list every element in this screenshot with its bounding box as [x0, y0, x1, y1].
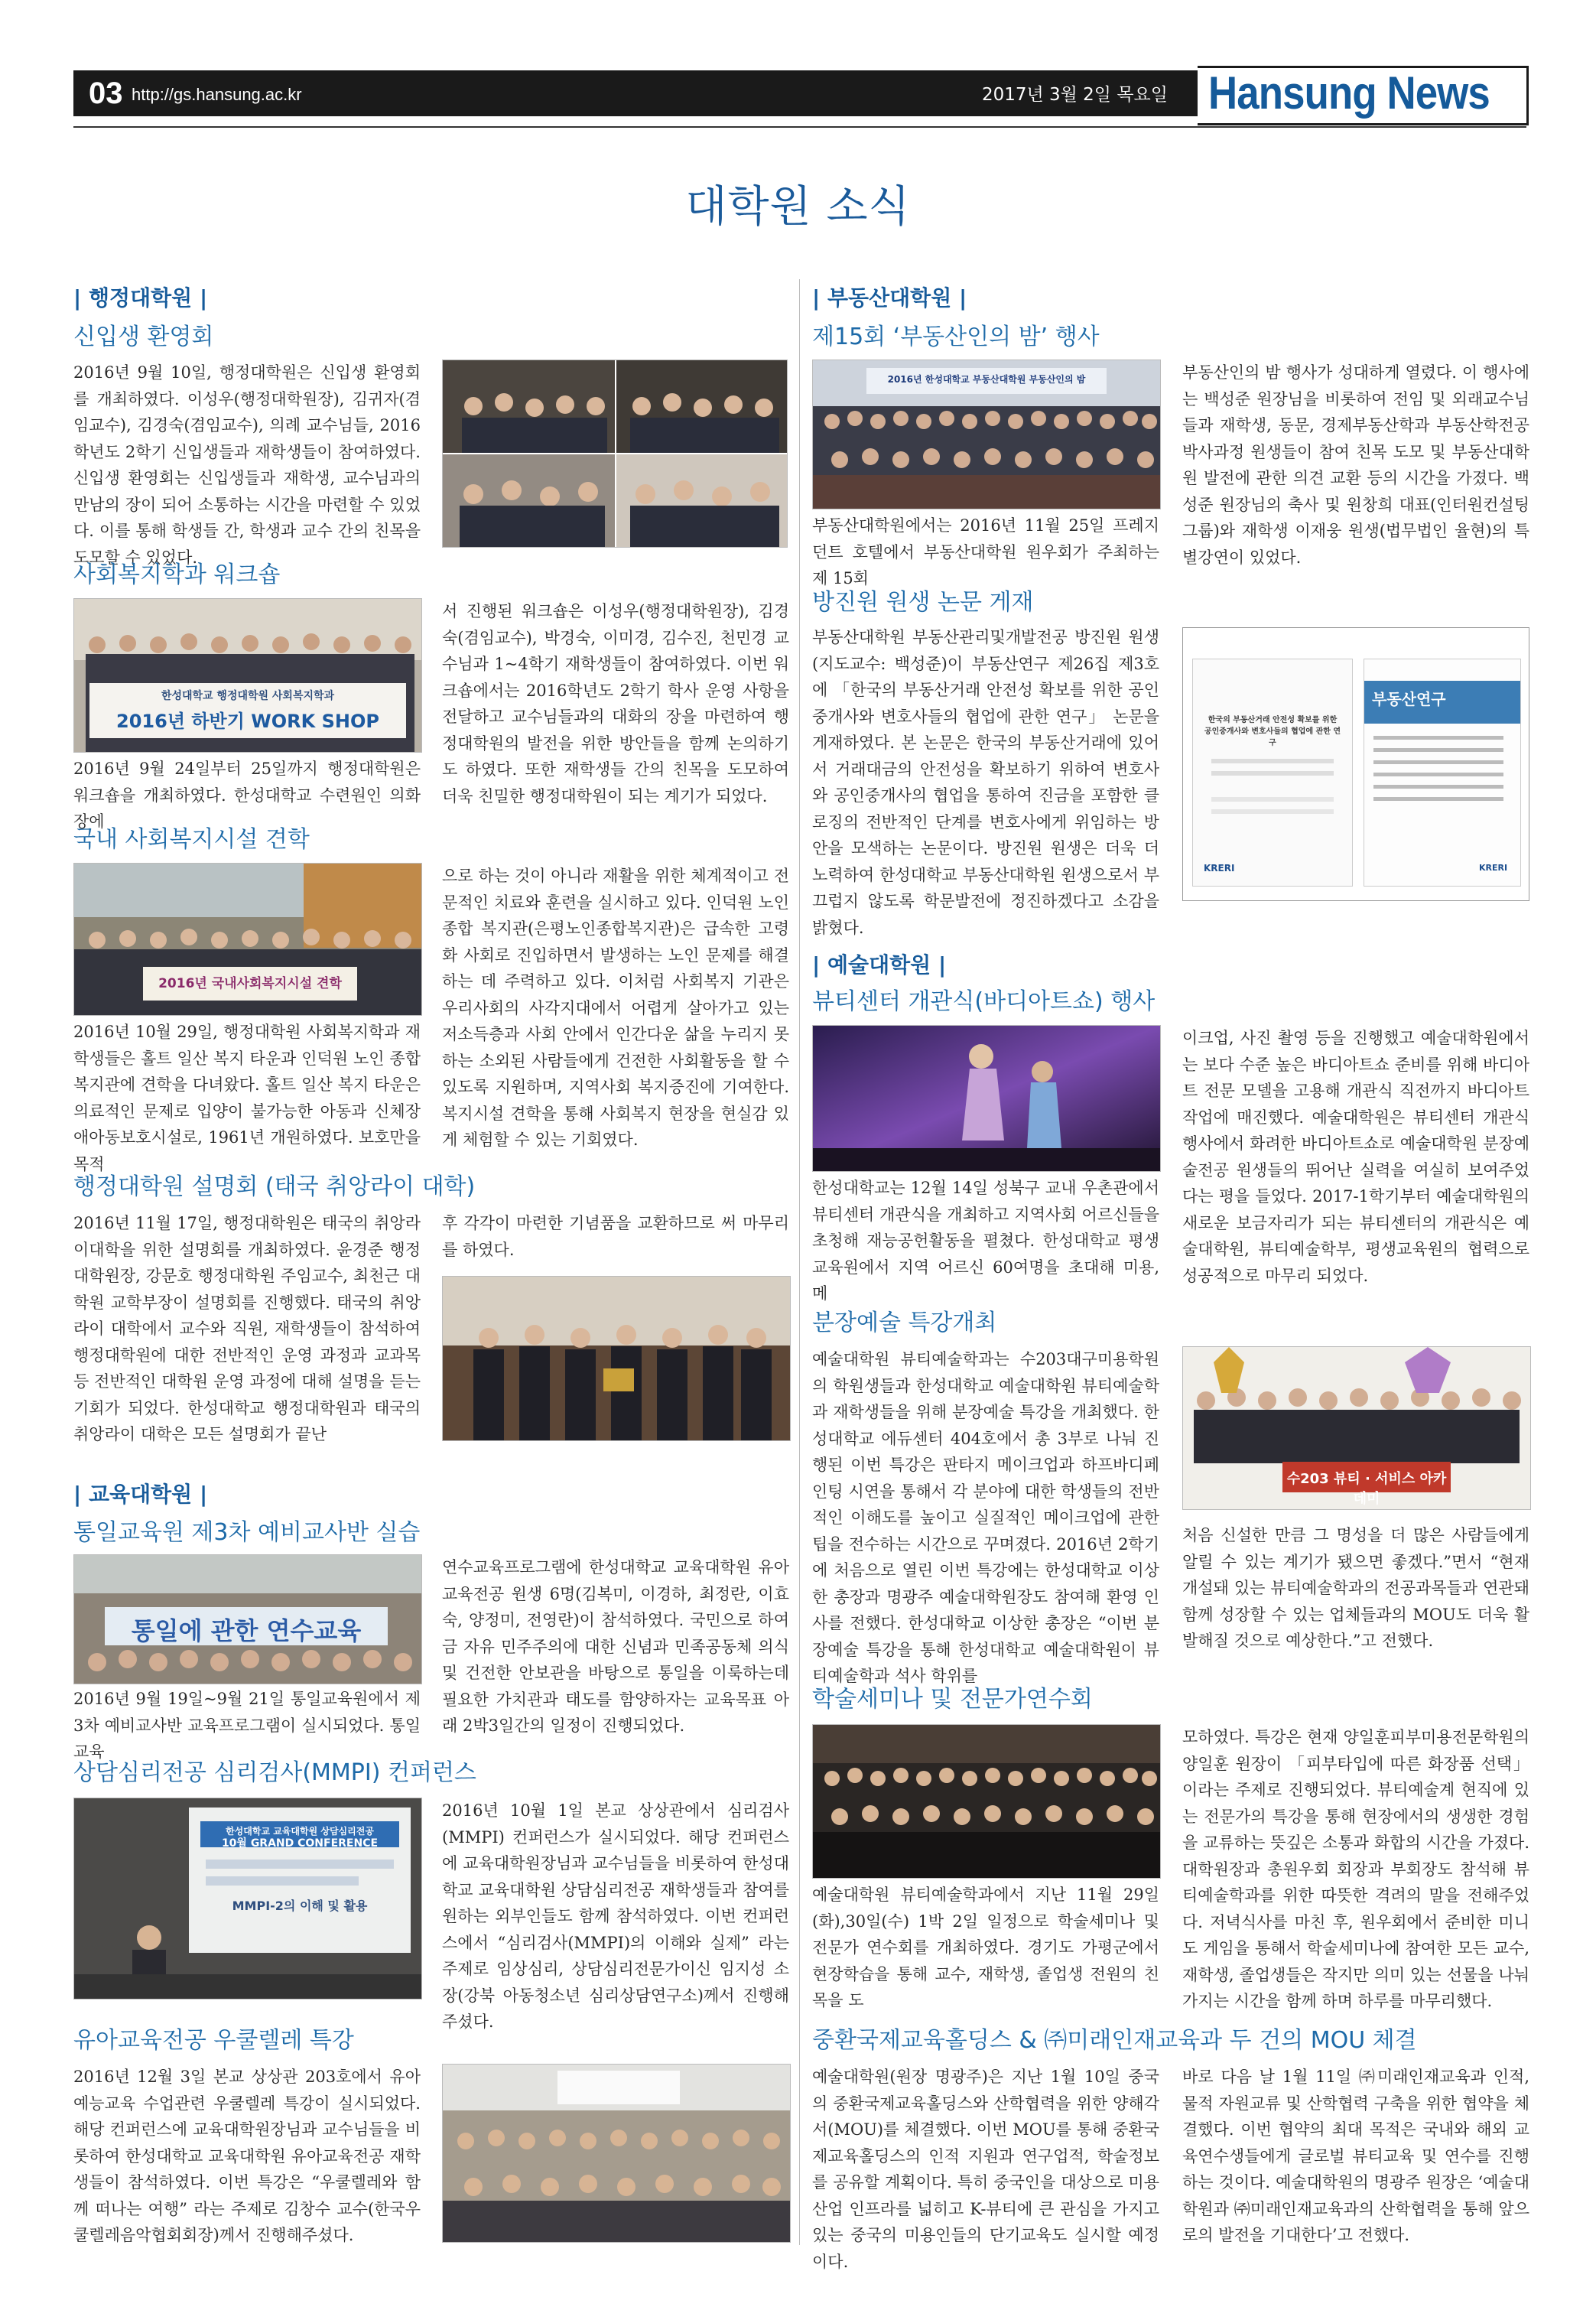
article-title: 상담심리전공 심리검사(MMPI) 컨퍼런스: [73, 1759, 476, 1786]
brand-logo: Hansung News: [1208, 67, 1490, 119]
article-body: 이크업, 사진 촬영 등을 진행했고 예술대학원에서는 보다 수준 높은 바디아트쇼 준비를 위해 바디아트 전문 모델을 고용해 개관식 직전까지 바디아트 작업에 매진했다. 예술대학원은 뷰티센터 개관식 행사에서 화려한 바디아트쇼로 예술대학원 분장예술전공 원생들의 뛰어난 실력을 여실히 보여주었다는 평을 들었다. 2017-1학기부터 예술대학원의 새로운 보금자리가 되는 뷰티센터의 개관식은 예술대학원, 뷰티예술학부, 평생교육원의 협력으로 성공적으로 마무리 되었다.: [1182, 1029, 1529, 1285]
slide-caption: MMPI-2의 이해 및 활용: [232, 1899, 368, 1913]
banner-caption: 통일에 관한 연수교육: [131, 1616, 362, 1645]
journal-title: 부동산연구: [1372, 690, 1446, 708]
text-line: [1211, 759, 1334, 763]
section-header-real-estate: | 부동산대학원 |: [812, 285, 967, 311]
column-divider: [799, 279, 800, 2245]
article-body: 2016년 11월 17일, 행정대학원은 태국의 취앙라이대학을 위한 설명회를 개최하였다. 윤경준 행정대학원장, 강문호 행정대학원 주임교수, 최천근 대학원 교학부장이 설명회를 진행했다. 태국의 취앙라이 대학에서 교수와 직원, 재학생들이 참석하여 행정대학원에 대한 전반적인 운영 과정과 교과목 등 전반적인 대학원 운영 과정에 대해 설명을 듣는 기회가 되었다. 한성대학교 행정대학원과 태국의 취앙라이 대학은 모든 설명회가 끝난: [73, 1214, 421, 1443]
paper-first-page: [1192, 659, 1353, 887]
article-body: 2016년 9월 19일~9월 21일 통일교육원에서 제3차 예비교사반 교육프로그램이 실시되었다. 통일교육: [73, 1690, 421, 1761]
text-line: [1373, 785, 1503, 789]
article-title: 뷰티센터 개관식(바디아트쇼) 행사: [812, 988, 1156, 1015]
article-body: 바로 다음 날 1월 11일 ㈜미래인재교육과 인적, 물적 자원교류 및 산학협력 구축을 위한 협약을 체결했다. 이번 협약의 최대 목적은 국내와 해외 교육연수생들에게 글로벌 뷰티교육 및 연수를 진행하는 것이다. 예술대학원의 명광주 원장은 ‘예술대학원과 ㈜미래인재교육과의 산학협력을 통해 앞으로의 발전을 기대한다’고 전했다.: [1182, 2068, 1529, 2244]
article-body: 으로 하는 것이 아니라 재활을 위한 체계적이고 전문적인 치료와 훈련을 실시하고 있다. 인덕원 노인종합 복지관(은평노인종합복지관)은 급속한 고령화 사회로 진입하면서 발생하는 노인 문제를 해결하는 데 주력하고 있다. 이처럼 사회복지 기관은 우리사회의 사각지대에서 어렵게 살아가고 있는 저소득층과 사회 안에서 인간다운 삶을 누리지 못하는 소외된 사람들에게 건전한 사회활동을 할 수 있도록 지원하며, 지역사회 복지증진에 기여한다. 복지시설 견학을 통해 사회복지 현장을 현실감 있게 체험할 수 있는 기회였다.: [442, 867, 789, 1149]
journal-cover: [1364, 659, 1521, 887]
article-body: 2016년 9월 10일, 행정대학원은 신입생 환영회를 개최하였다. 이성우(행정대학원장), 김귀자(겸임교수), 김경숙(겸임교수), 의례 교수님들, 2016학년도 2학기 신입생들과 재학생들이 참여하였다. 신입생 환영회는 신입생들과 재학생, 교수님과의 만남의 장이 되어 소통하는 시간을 마련할 수 있었다. 이를 통해 학생들 간, 학생과 교수 간의 친목을 도모할 수 있었다.: [73, 363, 421, 567]
photo-workshop: [73, 598, 422, 753]
text-line: [1211, 809, 1334, 814]
article-body: 예술대학원 뷰티예술학과는 수203대구미용학원의 학원생들과 한성대학교 예술대학원 뷰티예술학과 재학생들을 위해 분장예술 특강을 개최했다. 한성대학교 에듀센터 404호에서 총 3부로 나눠 진행된 이번 특강은 판타지 메이크업과 하프바디페인팅 시연을 통해서 각 분야에 대한 학생들의 전반적인 이해도를 높이고 실질적인 메이크업에 관한 팁을 전수하는 시간으로 꾸며졌다. 2016년 2학기에 처음으로 열린 이번 특강에는 한성대학교 이상한 총장과 명광주 예술대학원장도 참여해 환영 인사를 전했다. 한성대학교 이상한 총장은 “이번 분장예술 특강을 통해 한성대학교 예술대학원이 뷰티예술학과 석사 학위를: [812, 1350, 1159, 1685]
text-line: [1373, 773, 1503, 776]
text-line: [1373, 760, 1503, 764]
photo-real-estate-night: [812, 360, 1161, 509]
photo-welcome-party: [442, 360, 788, 548]
photo-ukulele-class: [442, 2064, 791, 2243]
article-title: 학술세미나 및 전문가연수회: [812, 1686, 1093, 1713]
photo-unification-training: [73, 1554, 422, 1684]
article-title: 중환국제교육홀딩스 & ㈜미래인재교육과 두 건의 MOU 체결: [812, 2027, 1417, 2054]
section-header-education: | 교육대학원 |: [73, 1482, 208, 1507]
article-title: 통일교육원 제3차 예비교사반 실습: [73, 1519, 421, 1546]
article-title: 행정대학원 설명회 (태국 취앙라이 대학): [73, 1173, 476, 1200]
text-line: [1373, 736, 1503, 740]
article-body: 예술대학원(원장 명광주)은 지난 1월 10일 중국의 중환국제교육홀딩스와 산학협력을 위한 양해각서(MOU)를 체결했다. 이번 MOU를 통해 중환국제교육홀딩스의 인적 지원과 연구업적, 학술정보를 공유할 계획이다. 특히 중국인을 대상으로 미용 산업 인프라를 넓히고 K-뷰티에 큰 관심을 가지고 있는 중국의 미용인들의 단기교육도 실시할 예정이다.: [812, 2068, 1159, 2271]
article-title: 유아교육전공 우쿨렐레 특강: [73, 2027, 354, 2054]
article-body: 부동산인의 밤 행사가 성대하게 열렸다. 이 행사에는 백성준 원장님을 비롯하여 전임 및 외래교수님들과 재학생, 동문, 경제부동산학과 부동산학전공 박사과정 원생들이 참여 친목 도모 및 부동산대학원 발전에 관한 의견 교환 등의 시간을 가졌다. 백성준 원장님의 축사 및 원창희 대표(인터원컨설팅 그룹)와 재학생 이재웅 원생(법무법인 율현)의 특별강연이 있었다.: [1182, 363, 1529, 567]
section-header-public-admin: | 행정대학원 |: [73, 285, 208, 311]
page-number: 03: [89, 76, 123, 110]
banner-caption: 한성대학교 행정대학원 사회복지학과: [161, 690, 335, 702]
text-line: [1373, 748, 1503, 752]
article-body: 2016년 10월 1일 본교 상상관에서 심리검사(MMPI) 컨퍼런스가 실시되었다. 해당 컨퍼런스에 교육대학원장님과 교수님들을 비롯하여 한성대학교 교육대학원 상담심리전공 재학생들과 참여를 원하는 외부인들도 함께 참석하였다. 이번 컨퍼런스에서 “심리검사(MMPI)의 이해와 실제” 라는 주제로 임상심리, 상담심리전문가이신 임지성 소장(강북 아동청소년 심리상담연구소)께서 진행해주셨다.: [442, 1801, 789, 2031]
photo-welfare-visit: [73, 863, 422, 1016]
banner-caption: 2016년 하반기 WORK SHOP: [116, 711, 379, 732]
article-body: 연수교육프로그램에 한성대학교 교육대학원 유아교육전공 원생 6명(김복미, 이경하, 최정란, 이효숙, 양정미, 전영란)이 참석하였다. 국민으로 하여금 자유 민주주의에 대한 신념과 민족공동체 의식 및 건전한 안보관을 바탕으로 통일을 이룩하는데 필요한 가치관과 태도를 함양하자는 교육목표 아래 2박3일간의 일정이 진행되었다.: [442, 1558, 789, 1735]
photo-thailand-briefing: [442, 1276, 791, 1441]
banner-caption: 수203 뷰티 · 서비스 아카데미: [1286, 1471, 1447, 1507]
photo-makeup-lecture: [1182, 1346, 1531, 1510]
article-body: 예술대학원 뷰티예술학과에서 지난 11월 29일(화),30일(수) 1박 2일 일정으로 학술세미나 및 전문가 연수회를 개최하였다. 경기도 가평군에서 현장학습을 통해 교수, 재학생, 졸업생 전원의 친목을 도: [812, 1886, 1159, 2009]
article-body: 2016년 10월 29일, 행정대학원 사회복지학과 재학생들은 홀트 일산 복지 타운과 인덕원 노인 종합 복지관에 견학을 다녀왔다. 홀트 일산 복지 타운은 의료적인 문제로 입양이 불가능한 아동과 신체장애아동보호시설로, 1961년 개원하였다. 보호만을 목적: [73, 1023, 421, 1173]
article-body: 모하였다. 특강은 현재 양일훈피부미용전문학원의 양일훈 원장이 「피부타입에 따른 화장품 선택」이라는 주제로 진행되었다. 뷰티예술계 현직에 있는 전문가의 특강을 통해 현장에서의 생생한 경험을 교류하는 뜻깊은 소통과 화합의 시간을 가졌다. 대학원장과 총원우회 회장과 부회장도 참석해 뷰티예술학과를 위한 따뜻한 격려의 말을 전해주었다. 저녁식사를 마친 후, 원우회에서 준비한 미니도 게임을 통해서 학술세미나에 참여한 모든 교수, 재학생, 졸업생들은 작지만 의미 있는 선물을 나눠가지는 시간을 함께 하며 하루를 마무리했다.: [1182, 1728, 1529, 2010]
article-title: 제15회 ‘부동산인의 밤’ 행사: [812, 324, 1100, 350]
article-body: 서 진행된 워크숍은 이성우(행정대학원장), 김경숙(겸임교수), 박경숙, 이미경, 김수진, 천민경 교수님과 1~4학기 재학생들이 참여하였다. 이번 워크숍에서는 2016학년도 2학기 학사 운영 사항을 전달하고 교수님들과의 대화의 장을 마련하여 행정대학원의 발전을 위한 방안들을 함께 논의하기도 하였다. 또한 재학생들 간의 친목을 도모하여 더욱 친밀한 행정대학원이 되는 계기가 되었다.: [442, 602, 789, 805]
article-body: 2016년 9월 24일부터 25일까지 행정대학원은 워크숍을 개최하였다. 한성대학교 수련원인 의화장에: [73, 760, 421, 831]
article-body: 후 각각이 마련한 기념품을 교환하므로 써 마무리를 하였다.: [442, 1214, 789, 1259]
banner-caption: 2016년 국내사회복지시설 견학: [158, 976, 342, 991]
site-url[interactable]: http://gs.hansung.ac.kr: [132, 85, 302, 104]
page-title: 대학원 소식: [685, 182, 911, 232]
text-line: [1211, 797, 1334, 802]
article-body: 부동산대학원에서는 2016년 11월 25일 프레지던트 호텔에서 부동산대학원 원우회가 주최하는 제 15회: [812, 516, 1159, 587]
article-body: 2016년 12월 3일 본교 상상관 203호에서 유아예능교육 수업관련 우쿨렐레 특강이 실시되었다. 해당 컨퍼런스에 교육대학원장님과 교수님들을 비롯하여 한성대학교 교육대학원 유아교육전공 재학생들이 참석하였다. 이번 특강은 “우쿨렐레와 함께 떠나는 여행” 라는 주제로 김창수 교수(한국우쿨렐레음악협회회장)께서 진행해주셨다.: [73, 2068, 421, 2244]
text-line: [1211, 771, 1334, 776]
paper-title: 한국의 부동산거래 안전성 확보를 위한 공인중개사와 변호사들의 협업에 관한 연구: [1204, 716, 1341, 747]
photo-body-art-show: [812, 1025, 1161, 1172]
photo-seminar-group: [812, 1724, 1161, 1879]
article-title: 분장예술 특강개최: [812, 1310, 997, 1336]
article-title: 신입생 환영회: [73, 324, 214, 350]
article-body: 한성대학교는 12월 14일 성북구 교내 우촌관에서 뷰티센터 개관식을 개최하고 지역사회 어르신들을 초청해 재능공헌활동을 펼쳤다. 한성대학교 평생교육원에서 지역 어르신 60여명을 초대해 미용, 메: [812, 1179, 1159, 1303]
article-title: 사회복지학과 워크숍: [73, 561, 281, 588]
article-title: 방진원 원생 논문 게재: [812, 589, 1034, 616]
journal-cover-image: [1182, 627, 1529, 901]
journal-logo: KRERI: [1479, 863, 1508, 873]
journal-logo: KRERI: [1204, 863, 1235, 874]
article-body: 처음 신설한 만큼 그 명성을 더 많은 사람들에게 알릴 수 있는 계기가 됐으면 좋겠다.”면서 “현재 개설돼 있는 뷰티예술학과의 전공과목들과 연관돼 함께 성장할 수 있는 업체들과의 MOU도 더욱 활발해질 것으로 예상한다.”고 전했다.: [1182, 1526, 1529, 1650]
header-rule: [73, 126, 1526, 128]
banner-caption: 2016년 한성대학교 부동산대학원 부동산인의 밤: [887, 374, 1086, 385]
slide-caption: 한성대학교 교육대학원 상담심리전공: [226, 1826, 374, 1837]
article-body: 부동산대학원 부동산관리및개발전공 방진원 원생(지도교수: 백성준)이 부동산연구 제26집 제3호에 「한국의 부동산거래 안전성 확보를 위한 공인중개사와 변호사들의 협업에 관한 연구」 논문을 게재하였다. 본 논문은 한국의 부동산거래에 있어서 거래대금의 안전성을 확보하기 위하여 변호사와 공인중개사의 협업을 통하여 진금을 포함한 클로징의 전반적인 단계를 변호사에게 위임하는 방안을 모색하는 논문이다. 방진원 원생은 더욱 더 노력하여 한성대학교 부동산대학원 원생으로서 부끄럽지 않도록 학문발전에 정진하겠다고 소감을 밝혔다.: [812, 628, 1159, 937]
issue-date: 2017년 3월 2일 목요일: [981, 85, 1168, 105]
text-line: [1373, 797, 1503, 801]
photo-mmpi-conference: [73, 1798, 422, 2000]
article-title: 국내 사회복지시설 견학: [73, 826, 310, 853]
section-header-arts: | 예술대학원 |: [812, 952, 947, 978]
slide-caption: 10월 GRAND CONFERENCE: [221, 1837, 379, 1850]
